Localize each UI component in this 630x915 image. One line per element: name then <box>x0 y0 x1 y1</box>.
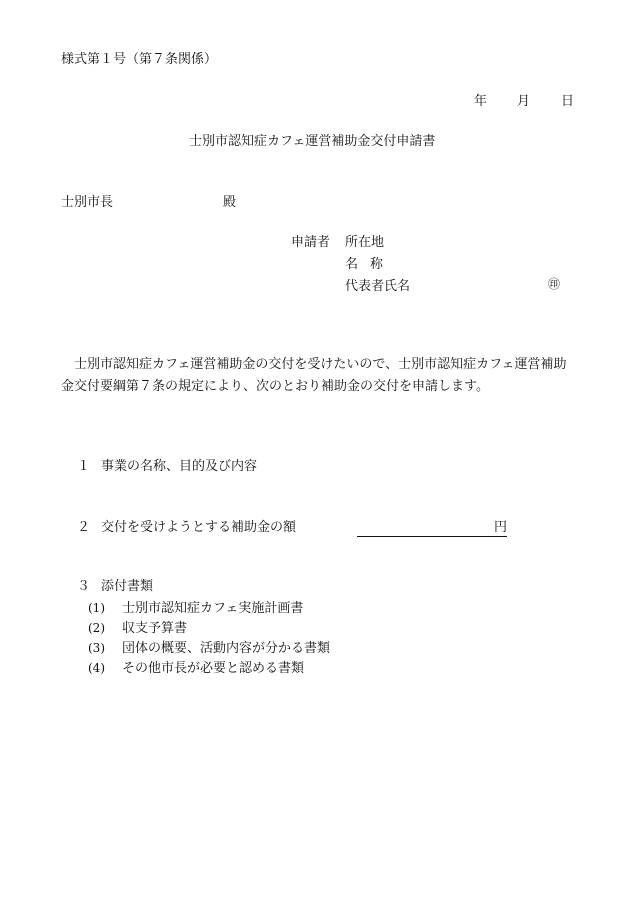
item-3 <box>77 577 153 597</box>
addressee-name: 士別市長 <box>61 195 114 210</box>
item-1-label: 事業の名称、目的及び内容 <box>101 459 258 474</box>
applicant-fields <box>345 233 410 299</box>
attachment-item <box>88 619 330 639</box>
item-2-number: ２ <box>77 520 91 535</box>
form-number: 様式第１号（第７条関係） <box>61 52 218 67</box>
attachment-item <box>88 659 330 679</box>
item-1-number: １ <box>77 459 91 474</box>
applicant-field-name: 名称 <box>345 257 396 272</box>
attachment-number: (4) <box>88 661 105 675</box>
item-1 <box>77 457 257 477</box>
item-2-label: 交付を受けようとする補助金の額 <box>101 520 297 535</box>
attachment-item <box>88 639 330 659</box>
date-line <box>474 92 574 112</box>
amount-unit: 円 <box>493 520 507 535</box>
attachment-list <box>88 599 330 679</box>
document-title: 士別市認知症カフェ運営補助金交付申請書 <box>189 134 436 149</box>
attachment-label: その他市長が必要と認める書類 <box>122 661 305 676</box>
item-3-number: ３ <box>77 579 91 594</box>
applicant-field-address: 所在地 <box>345 235 385 250</box>
attachment-label: 団体の概要、活動内容が分かる書類 <box>122 641 331 656</box>
attachment-label: 収支予算書 <box>122 621 188 636</box>
applicant-label: 申請者 <box>291 235 331 250</box>
date-year-label: 年 <box>474 94 488 109</box>
addressee <box>61 193 237 213</box>
attachment-label: 士別市認知症カフェ実施計画書 <box>122 601 304 616</box>
item-2 <box>77 518 296 538</box>
attachment-number: (1) <box>88 601 105 615</box>
attachment-item <box>88 599 330 619</box>
date-month-label: 月 <box>517 94 531 109</box>
attachment-number: (2) <box>88 621 105 635</box>
date-day-label: 日 <box>561 94 575 109</box>
seal-mark: ㊞ <box>548 277 561 291</box>
applicant-field-representative: 代表者氏名 <box>345 279 411 294</box>
addressee-honorific: 殿 <box>223 195 237 210</box>
application-body-text: 士別市認知症カフェ運営補助金の交付を受けたいので、士別市認知症カフェ運営補助金交付要綱第７条の規定により、次のとおり補助金の交付を申請します。 <box>61 357 567 394</box>
item-3-label: 添付書類 <box>101 579 154 594</box>
attachment-number: (3) <box>88 641 105 655</box>
amount-field <box>357 518 507 537</box>
